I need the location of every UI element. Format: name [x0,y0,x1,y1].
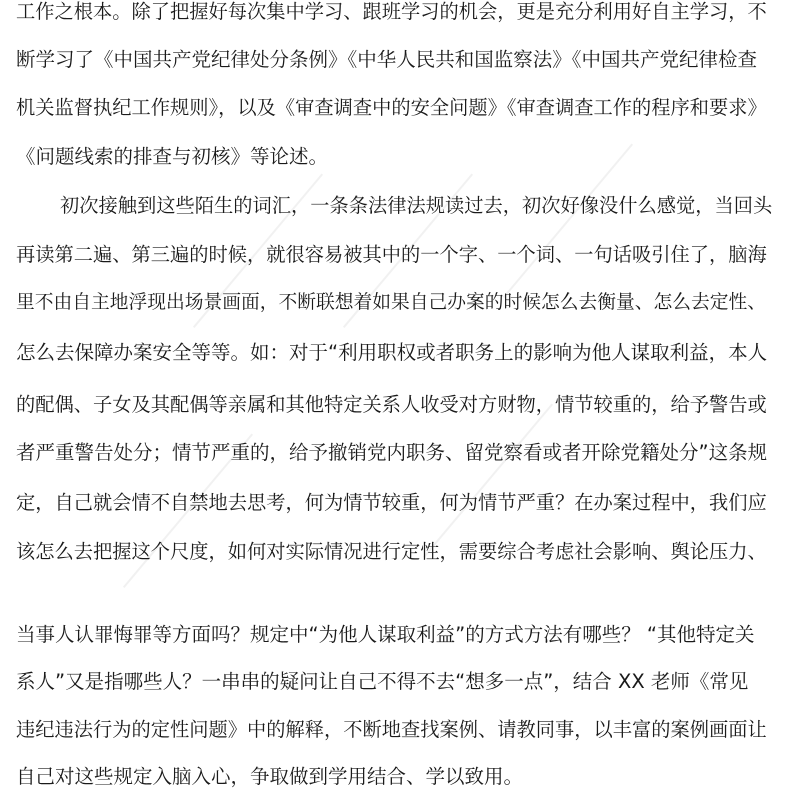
text-line: 机关监督执纪工作规则》，以及《审查调查中的安全问题》《审查调查工作的程序和要求》 [16,96,767,119]
text-line: 者严重警告处分；情节严重的，给予撤销党内职务、留党察看或者开除党籍处分”这条规 [16,441,768,464]
text-line: 怎么去保障办案安全等等。如：对于“利用职权或者职务上的影响为他人谋取利益，本人 [16,341,768,364]
text-line: 系人”又是指哪些人？一串串的疑问让自己不得不去“想多一点”，结合 XX 老师《常见 [16,670,749,693]
text-line: 定，自己就会情不自禁地去思考，何为情节较重，何为情节严重？在办案过程中，我们应 [16,491,767,514]
text-line: 里不由自主地浮现出场景画面，不断联想着如果自己办案的时候怎么去衡量、怎么去定性、 [16,292,766,313]
text-line: 当事人认罪悔罪等方面吗？规定中“为他人谋取利益”的方式方法有哪些？ “其他特定关 [16,623,755,646]
text-line: 违纪违法行为的定性问题》中的解释，不断地查找案例、请教同事，以丰富的案例画面让 [16,718,767,741]
text-line: 再读第二遍、第三遍的时候，就很容易被其中的一个字、一个词、一句话吸引住了，脑海 [16,243,767,266]
text-line: 断学习了《中国共产党纪律处分条例》《中华人民共和国监察法》《中国共产党纪律检查 [16,48,758,71]
text-line: 该怎么去把握这个尺度，如何对实际情况进行定性，需要综合考虑社会影响、舆论压力、 [16,540,767,563]
text-line: 《问题线索的排查与初核》等论述。 [16,145,329,168]
text-line: 的配偶、子女及其配偶等亲属和其他特定关系人收受对方财物，情节较重的，给予警告或 [16,393,767,416]
text-line: 自己对这些规定入脑入心，争取做到学用结合、学以致用。 [16,765,524,788]
paragraph-start-line: 初次接触到这些陌生的词汇，一条条法律法规读过去，初次好像没什么感觉，当回头 [60,194,773,217]
text-line: 工作之根本。除了把握好每次集中学习、跟班学习的机会，更是充分利用好自主学习，不 [16,0,767,23]
